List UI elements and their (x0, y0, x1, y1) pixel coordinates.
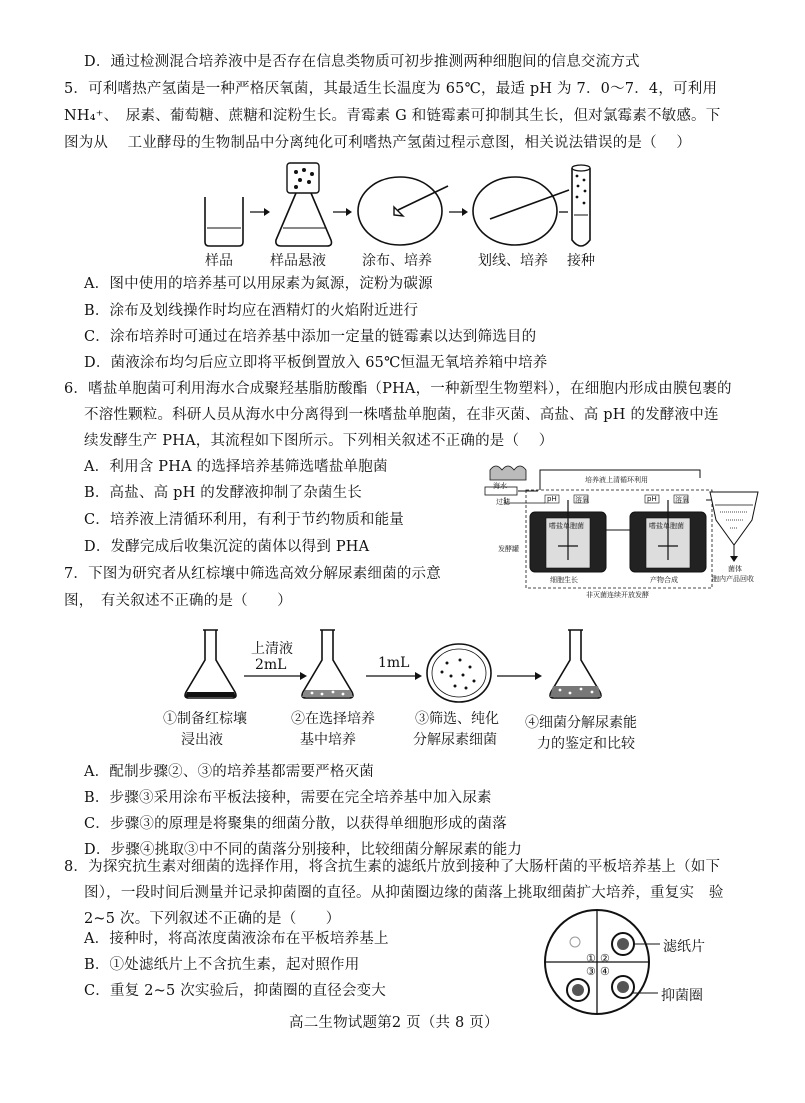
fig-label-ph-2: pH (647, 495, 657, 503)
fig-label-recycle: 培养液上清循环利用 (585, 476, 648, 484)
step4-line1: ④细菌分解尿素能 (525, 715, 637, 731)
label-filter-paper: 滤纸片 (663, 939, 705, 955)
quadrant-2: ② (600, 952, 610, 965)
fig-label-tank2: 嗜盐单胞菌 (649, 522, 684, 530)
fig-label-seawater: 海水 (493, 482, 507, 490)
q6-option-d: D．发酵完成后收集沉淀的菌体以得到 PHA (84, 539, 370, 555)
fig-label-filter: 过滤 (496, 498, 510, 506)
step2-line1: ②在选择培养 (291, 711, 375, 727)
q6-stem-line1: 6．嗜盐单胞菌可利用海水合成聚羟基脂肪酸酯（PHA，一种新型生物塑料），在细胞内形成由膜包裹的 (64, 381, 732, 397)
fig-label-oxygen-2: 溶氧 (675, 496, 689, 504)
step1-line2: 浸出液 (181, 732, 223, 748)
q7-option-a: A．配制步骤②、③的培养基都需要严格灭菌 (84, 764, 374, 780)
q8-option-a: A．接种时，将高浓度菌液涂布在平板培养基上 (84, 931, 389, 947)
q6-option-a: A．利用含 PHA 的选择培养基筛选嗜盐单胞菌 (84, 459, 388, 475)
page-footer: 高二生物试题第2 页（共 8 页） (289, 1015, 499, 1031)
label-inhibition-zone: 抑菌圈 (661, 988, 703, 1004)
diagram-label-spread: 涂布、培养 (362, 253, 432, 269)
fig-label-growth: 细胞生长 (550, 576, 578, 584)
q7-option-b: B．步骤③采用涂布平板法接种，需要在完全培养基中加入尿素 (84, 790, 492, 806)
arrow1-bottom-label: 2mL (255, 657, 287, 673)
q7-option-d: D．步骤④挑取③中不同的菌落分别接种，比较细菌分解尿素的能力 (84, 842, 523, 858)
arrow1-top-label: 上清液 (251, 641, 293, 657)
q5-stem-line2: NH₄⁺、 尿素、葡萄糖、蔗糖和淀粉生长。青霉素 G 和链霉素可抑制其生长，但对氯霉素不敏感。下 (64, 108, 721, 124)
q6-option-b: B．高盐、高 pH 的发酵液抑制了杂菌生长 (84, 485, 362, 501)
q5-stem-line1: 5．可利嗜热产氢菌是一种严格厌氧菌，其最适生长温度为 65℃，最适 pH 为 7．0～7．4，可利用 (64, 81, 718, 97)
q7-option-c: C．步骤③的原理是将聚集的细菌分散，以获得单细胞形成的菌落 (84, 816, 507, 832)
step3-line1: ③筛选、纯化 (415, 711, 499, 727)
q8-option-c: C．重复 2~5 次实验后，抑菌圈的直径会变大 (84, 983, 387, 999)
fig-label-recovery: 胞内产品回收 (712, 575, 754, 583)
q7-stem-line2: 图， 有关叙述不正确的是（ ） (64, 593, 292, 609)
step1-line1: ①制备红棕壤 (163, 711, 247, 727)
q7-stem-line1: 7．下图为研究者从红棕壤中筛选高效分解尿素细菌的示意 (64, 566, 441, 582)
step2-line2: 基中培养 (300, 732, 356, 748)
q5-stem-line3: 图为从 工业酵母的生物制品中分离纯化可利嗜热产氢菌过程示意图，相关说法错误的是（ ） (64, 135, 692, 151)
quadrant-3: ③ (586, 965, 596, 978)
q5-option-b: B．涂布及划线操作时均应在酒精灯的火焰附近进行 (84, 303, 419, 319)
q6-option-c: C．培养液上清循环利用，有利于节约物质和能量 (84, 512, 404, 528)
fig-label-oxygen-1: 溶氧 (575, 496, 589, 504)
quadrant-4: ④ (600, 965, 610, 978)
q5-option-c: C．涂布培养时可通过在培养基中添加一定量的链霉素以达到筛选目的 (84, 329, 537, 345)
diagram-label-inoculate: 接种 (567, 253, 595, 269)
q5-option-a: A．图中使用的培养基可以用尿素为氮源，淀粉为碳源 (84, 276, 433, 292)
q5-option-d: D．菌液涂布均匀后应立即将平板倒置放入 65℃恒温无氧培养箱中培养 (84, 355, 548, 371)
arrow2-top-label: 1mL (378, 655, 410, 671)
step4-line2: 力的鉴定和比较 (537, 736, 635, 752)
fig-label-cells: 菌体 (728, 565, 742, 573)
diagram-label-sample: 样品 (205, 253, 233, 269)
q6-stem-line3: 续发酵生产 PHA，其流程如下图所示。下列相关叙述不正确的是（ ） (84, 433, 554, 449)
fig-label-ph-1: pH (547, 495, 557, 503)
q8-stem-line1: 8．为探究抗生素对细菌的选择作用，将含抗生素的滤纸片放到接种了大肠杆菌的平板培养基上（如下 (64, 859, 721, 875)
q4-option-d: D．通过检测混合培养液中是否存在信息类物质可初步推测两种细胞间的信息交流方式 (84, 54, 640, 70)
fig-label-bottom: 非灭菌连续开放发酵 (586, 591, 649, 599)
fig-label-product: 产物合成 (650, 576, 678, 584)
diagram-label-suspension: 样品悬液 (270, 253, 326, 269)
q6-stem-line2: 不溶性颗粒。科研人员从海水中分离得到一株嗜盐单胞菌，在非灭菌、高盐、高 pH 的发酵液中连 (84, 407, 719, 423)
fig-label-tank1: 嗜盐单胞菌 (549, 522, 584, 530)
q8-stem-line2: 图），一段时间后测量并记录抑菌圈的直径。从抑菌圈边缘的菌落上挑取细菌扩大培养，重复实 验 (84, 885, 724, 901)
quadrant-1: ① (586, 952, 596, 965)
q8-option-b: B．①处滤纸片上不含抗生素，起对照作用 (84, 957, 360, 973)
q8-stem-line3: 2~5 次。下列叙述不正确的是（ ） (84, 911, 341, 927)
step3-line2: 分解尿素细菌 (413, 732, 497, 748)
diagram-label-streak: 划线、培养 (478, 253, 548, 269)
fig-label-fermenter: 发酵罐 (498, 545, 519, 553)
